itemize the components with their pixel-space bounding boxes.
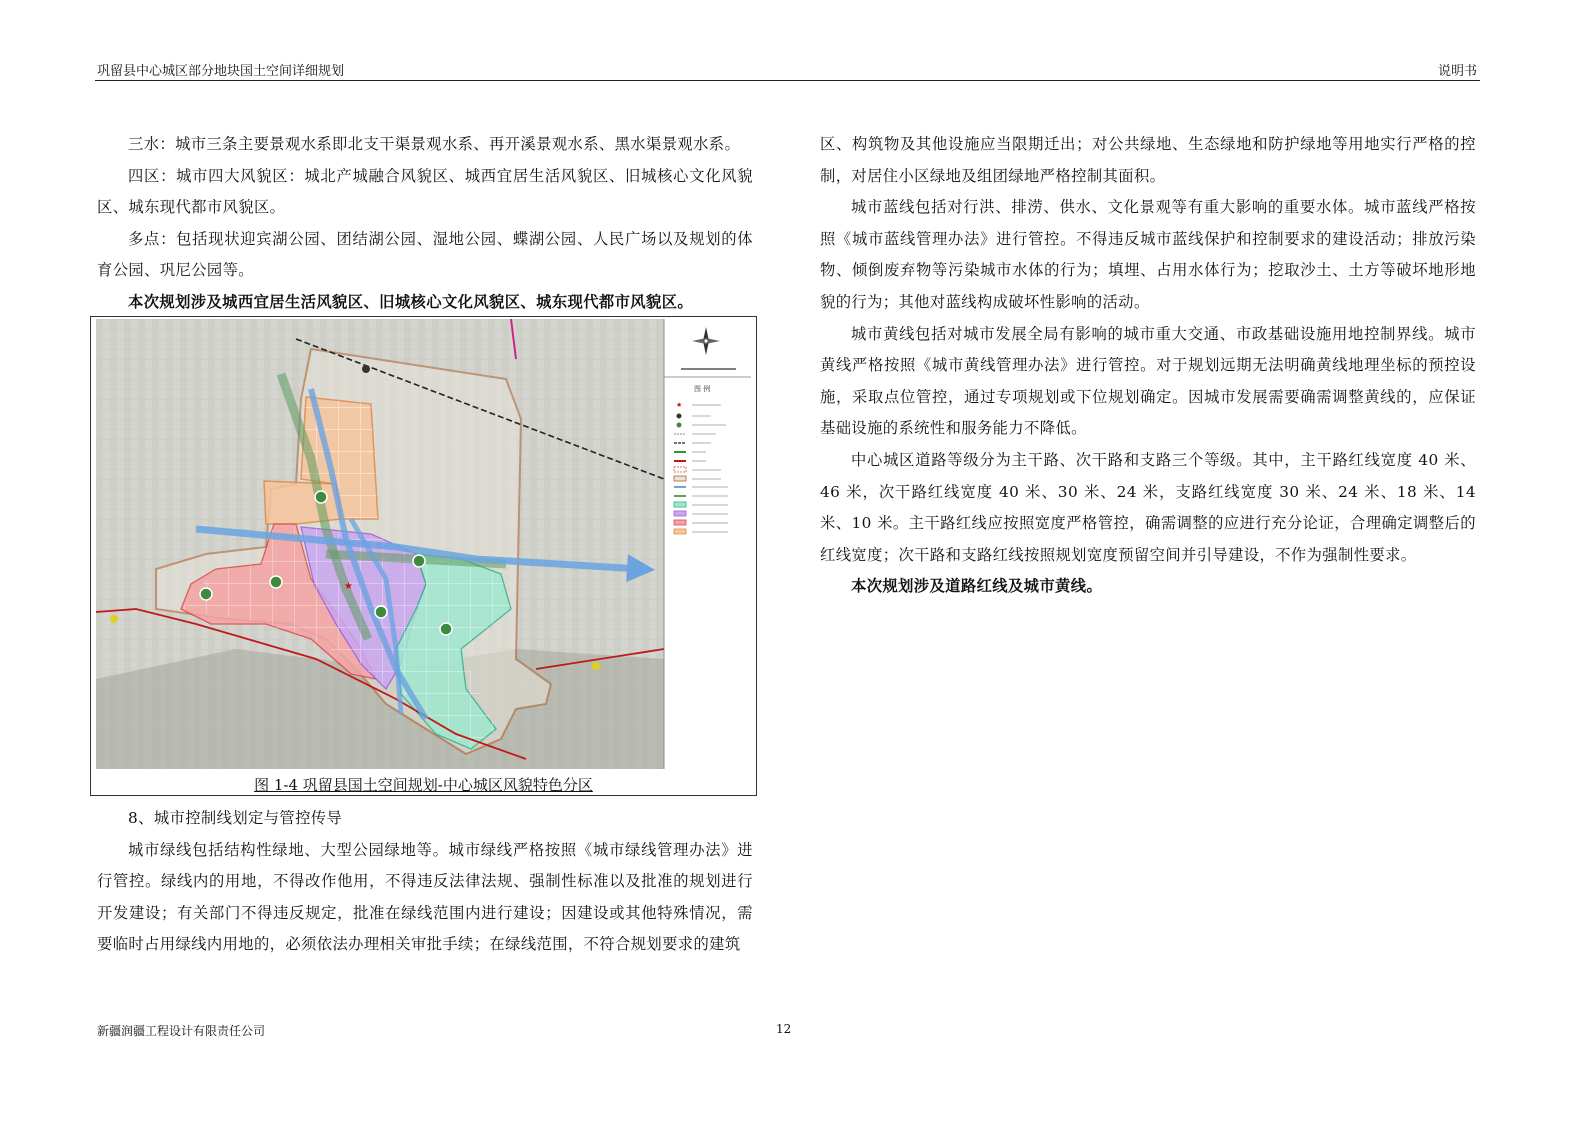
bold-note-zones: 本次规划涉及城西宜居生活风貌区、旧城核心文化风貌区、城东现代都市风貌区。 xyxy=(128,292,694,311)
zoning-map-image xyxy=(96,319,751,769)
legend-title: 图 例 xyxy=(694,385,711,393)
paragraph-multi-points: 多点：包括现状迎宾湖公园、团结湖公园、湿地公园、蝶湖公园、人民广场以及规划的体育公园、巩尼公园等。 xyxy=(97,229,753,280)
footer-company: 新疆润疆工程设计有限责任公司 xyxy=(97,1024,266,1038)
section-heading-control-lines: 8、城市控制线划定与管控传导 xyxy=(128,809,343,827)
figure-caption: 图 1-4 巩留县国土空间规划-中心城区风貌特色分区 xyxy=(254,776,593,794)
svg-text:★: ★ xyxy=(676,401,683,409)
document-type-header: 说明书 xyxy=(1437,64,1477,79)
paragraph-three-waters: 三水：城市三条主要景观水系即北支干渠景观水系、再开溪景观水系、黑水渠景观水系。 xyxy=(128,135,741,153)
paragraph-four-zones: 四区：城市四大风貌区：城北产城融合风貌区、城西宜居生活风貌区、旧城核心文化风貌区、城东现代都市风貌区。 xyxy=(97,166,753,217)
paragraph-green-line: 城市绿线包括结构性绿地、大型公园绿地等。城市绿线严格按照《城市绿线管理办法》进行管控。绿线内的用地，不得改作他用，不得违反法律法规、强制性标准以及批准的规划进行开发建设；有关部门不得违反规定，批准在绿线范围内进行建设；因建设或其他特殊情况，需要临时占用绿线内用地的，必须依法办理相关审批手续；在绿线范围，不符合规划要求的建筑 xyxy=(97,840,753,954)
right-column xyxy=(820,129,1476,603)
figure-style-zoning-map xyxy=(90,316,757,796)
park-marker xyxy=(200,588,212,600)
paragraph-green-line-continued: 区、构筑物及其他设施应当限期迁出；对公共绿地、生态绿地和防护绿地等用地实行严格的控制，对居住小区绿地及组团绿地严格控制其面积。 xyxy=(820,135,1476,185)
document-title-header: 巩留县中心城区部分地块国土空间详细规划 xyxy=(97,64,345,79)
bold-note-red-yellow-lines: 本次规划涉及道路红线及城市黄线。 xyxy=(851,577,1103,596)
svg-text:★: ★ xyxy=(344,581,353,592)
left-column-lower xyxy=(97,803,753,961)
paragraph-road-red-line: 中心城区道路等级分为主干路、次干路和支路三个等级。其中，主干路红线宽度 40 米、46 米，次干路红线宽度 40 米、30 米、24 米，支路红线宽度 30 米、24 米、18 米、14 米、10 米。主干路红线应按照宽度严格管控，确需调整的应进行充分论证，合理确定调整后的红线宽度；次干路和支路红线按照规划宽度预留空间并引导建设，不作为强制性要求。 xyxy=(820,450,1476,564)
paragraph-yellow-line: 城市黄线包括对城市发展全局有影响的城市重大交通、市政基础设施用地控制界线。城市黄线严格按照《城市黄线管理办法》进行管控。对于规划远期无法明确黄线地理坐标的预控设施，采取点位管控，通过专项规划或下位规划确定。因城市发展需要确需调整黄线的，应保证基础设施的系统性和服务能力不降低。 xyxy=(820,324,1476,438)
paragraph-blue-line: 城市蓝线包括对行洪、排涝、供水、文化景观等有重大影响的重要水体。城市蓝线严格按照《城市蓝线管理办法》进行管控。不得违反城市蓝线保护和控制要求的建设活动；排放污染物、倾倒废弃物等污染城市水体的行为；填埋、占用水体行为；挖取沙土、土方等破坏地形地貌的行为；其他对蓝线构成破坏性影响的活动。 xyxy=(820,198,1476,311)
footer-page-number: 12 xyxy=(776,1022,792,1036)
header-divider xyxy=(95,80,1480,81)
left-column-top xyxy=(97,129,753,319)
